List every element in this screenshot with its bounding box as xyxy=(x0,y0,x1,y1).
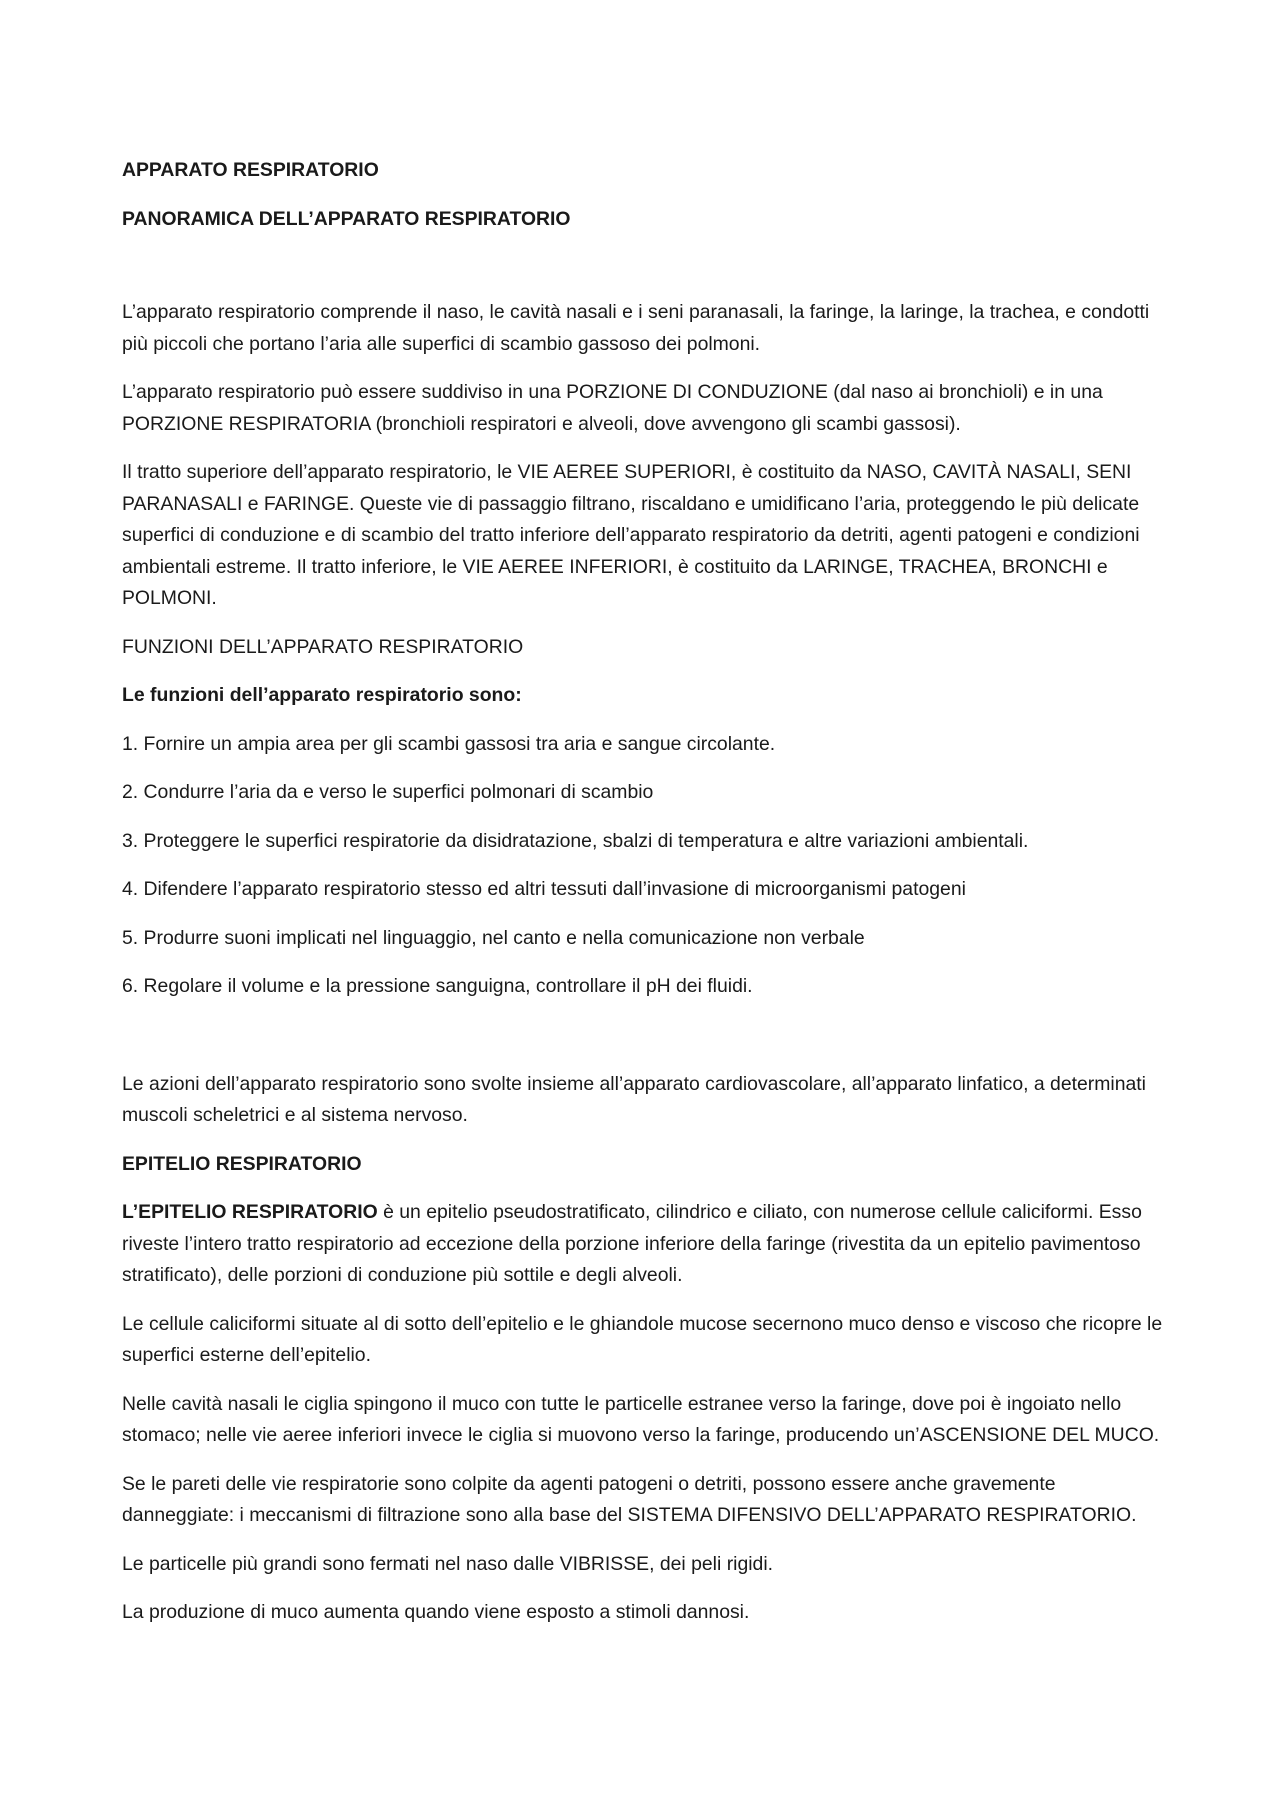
function-item: 5. Produrre suoni implicati nel linguaggio, nel canto e nella comunicazione non verbale xyxy=(122,926,865,949)
epithelium-detail-paragraph: Le particelle più grandi sono fermati nel naso dalle VIBRISSE, dei peli rigidi. xyxy=(122,1552,774,1575)
section-heading-epithelium: EPITELIO RESPIRATORIO xyxy=(122,1152,362,1175)
function-item: 2. Condurre l’aria da e verso le superfici polmonari di scambio xyxy=(122,781,654,803)
epithelium-paragraph xyxy=(122,1197,1167,1292)
function-item: 6. Regolare il volume e la pressione sanguigna, controllare il pH dei fluidi. xyxy=(122,975,753,997)
document-body xyxy=(122,155,1167,1646)
epithelium-detail-paragraph: Le cellule caliciformi situate al di sotto dell’epitelio e le ghiandole mucose secernono muco denso e viscoso che ricopre le superfici esterne dell’epitelio. xyxy=(122,1312,1163,1366)
epithelium-detail-paragraph: Se le pareti delle vie respiratorie sono colpite da agenti patogeni o detriti, possono essere anche gravemente danneggiate: i meccanismi di filtrazione sono alla base del SISTEMA DIFENSIVO DELL’APPARATO RESPIRATORIO. xyxy=(122,1472,1137,1526)
function-item: 1. Fornire un ampia area per gli scambi gassosi tra aria e sangue circolante. xyxy=(122,732,776,755)
epithelium-detail-paragraph: La produzione di muco aumenta quando viene esposto a stimoli dannosi. xyxy=(122,1601,750,1623)
function-item: 4. Difendere l’apparato respiratorio stesso ed altri tessuti dall’invasione di microorganismi patogeni xyxy=(122,878,966,900)
epithelium-detail-paragraph: Nelle cavità nasali le ciglia spingono il muco con tutte le particelle estranee verso la faringe, dove poi è ingoiato nello stomaco; nelle vie aeree inferiori invece le ciglia si muovono verso la faringe, producendo un’ASCENSIONE DEL MUCO. xyxy=(122,1392,1160,1446)
intro-paragraph: L’apparato respiratorio comprende il naso, le cavità nasali e i seni paranasali, la faringe, la laringe, la trachea, e condotti più piccoli che portano l’aria alle superfici di scambio gassoso dei polmoni. xyxy=(122,301,1150,355)
section-heading-overview: PANORAMICA DELL’APPARATO RESPIRATORIO xyxy=(122,207,571,230)
functions-intro: Le funzioni dell’apparato respiratorio sono: xyxy=(122,684,522,706)
epithelium-term: L’EPITELIO RESPIRATORIO xyxy=(122,1201,378,1223)
function-item: 3. Proteggere le superfici respiratorie da disidratazione, sbalzi di temperatura e altre variazioni ambientali. xyxy=(122,829,1029,852)
epithelium-definition: è un epitelio pseudostratificato, cilindrico e ciliato, con numerose cellule caliciformi. Esso riveste l’intero tratto respiratorio ad eccezione della porzione inferiore della faringe (rivestita da un epitelio pavimentoso stratificato), delle porzioni di conduzione più sottile e degli alveoli. xyxy=(122,1201,1142,1286)
document-title: APPARATO RESPIRATORIO xyxy=(122,159,379,181)
section-heading-functions: FUNZIONI DELL’APPARATO RESPIRATORIO xyxy=(122,635,524,658)
intro-paragraph: L’apparato respiratorio può essere suddiviso in una PORZIONE DI CONDUZIONE (dal naso ai bronchioli) e in una PORZIONE RESPIRATORIA (bronchioli respiratori e alveoli, dove avvengono gli scambi gassosi). xyxy=(122,381,1103,435)
actions-paragraph: Le azioni dell’apparato respiratorio sono svolte insieme all’apparato cardiovascolare, all’apparato linfatico, a determinati muscoli scheletrici e al sistema nervoso. xyxy=(122,1072,1146,1126)
intro-paragraph: Il tratto superiore dell’apparato respiratorio, le VIE AEREE SUPERIORI, è costituito da NASO, CAVITÀ NASALI, SENI PARANASALI e FARINGE. Queste vie di passaggio filtrano, riscaldano e umidificano l’aria, proteggendo le più delicate superfici di conduzione e di scambio del tratto inferiore dell’apparato respiratorio da detriti, agenti patogeni e condizioni ambientali estreme. Il tratto inferiore, le VIE AEREE INFERIORI, è costituito da LARINGE, TRACHEA, BRONCHI e POLMONI. xyxy=(122,461,1140,609)
